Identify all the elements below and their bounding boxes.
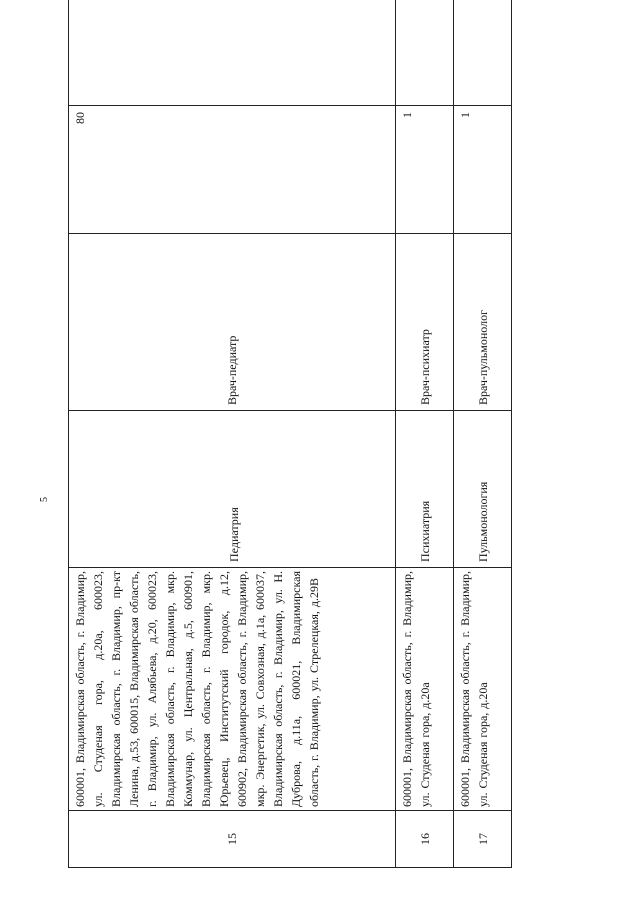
profile-cell: Пульмонология (454, 411, 512, 568)
table-row (69, 0, 396, 868)
page-number: 5 (39, 497, 50, 502)
table-row (454, 0, 512, 868)
value-1-cell: 1 (454, 106, 512, 234)
specialty-cell: Врач-психиатр (396, 234, 454, 411)
row-number: 17 (454, 811, 512, 868)
value-2-cell (69, 0, 396, 106)
value-2-cell (454, 0, 512, 106)
row-number: 15 (69, 811, 396, 868)
address-cell: 600001, Владимирская область, г. Владимир, ул. Студеная гора, д.20а (454, 568, 512, 811)
row-number: 16 (396, 811, 454, 868)
table-row (396, 0, 454, 868)
rotated-table-container (68, 28, 520, 868)
value-1-cell: 80 (69, 106, 396, 234)
address-cell: 600001, Владимирская область, г. Владимир, ул. Студеная гора, д.20а (396, 568, 454, 811)
profile-cell: Психиатрия (396, 411, 454, 568)
value-1-cell: 1 (396, 106, 454, 234)
specialists-table (68, 0, 512, 868)
specialty-cell: Врач-педиатр (69, 234, 396, 411)
specialty-cell: Врач-пульмонолог (454, 234, 512, 411)
profile-cell: Педиатрия (69, 411, 396, 568)
address-cell: 600001, Владимирская область, г. Владимир, ул. Студеная гора, д.20а, 600023, Владимирская область, г. Владимир, пр-кт Ленина, д.53, 600015, Владимирская область, г. Владимир, ул. Алябьева, д.20, 600023, Владимирская область, г. Владимир, мкр. Коммунар, ул. Центральная, д.5, 600901, Владимирская область, г. Владимир, мкр. Юрьевец, Институтский городок, д.12, 600902, Владимирская область, г. Владимир, мкр. Энергетик, ул. Совхозная, д.1а, 600037, Владимирская область, г. Владимир, ул. Н. Дуброва, д.11а, 600021, Владимирская область, г. Владимир, ул. Стрелецкая, д.29В (69, 568, 396, 811)
value-2-cell (396, 0, 454, 106)
